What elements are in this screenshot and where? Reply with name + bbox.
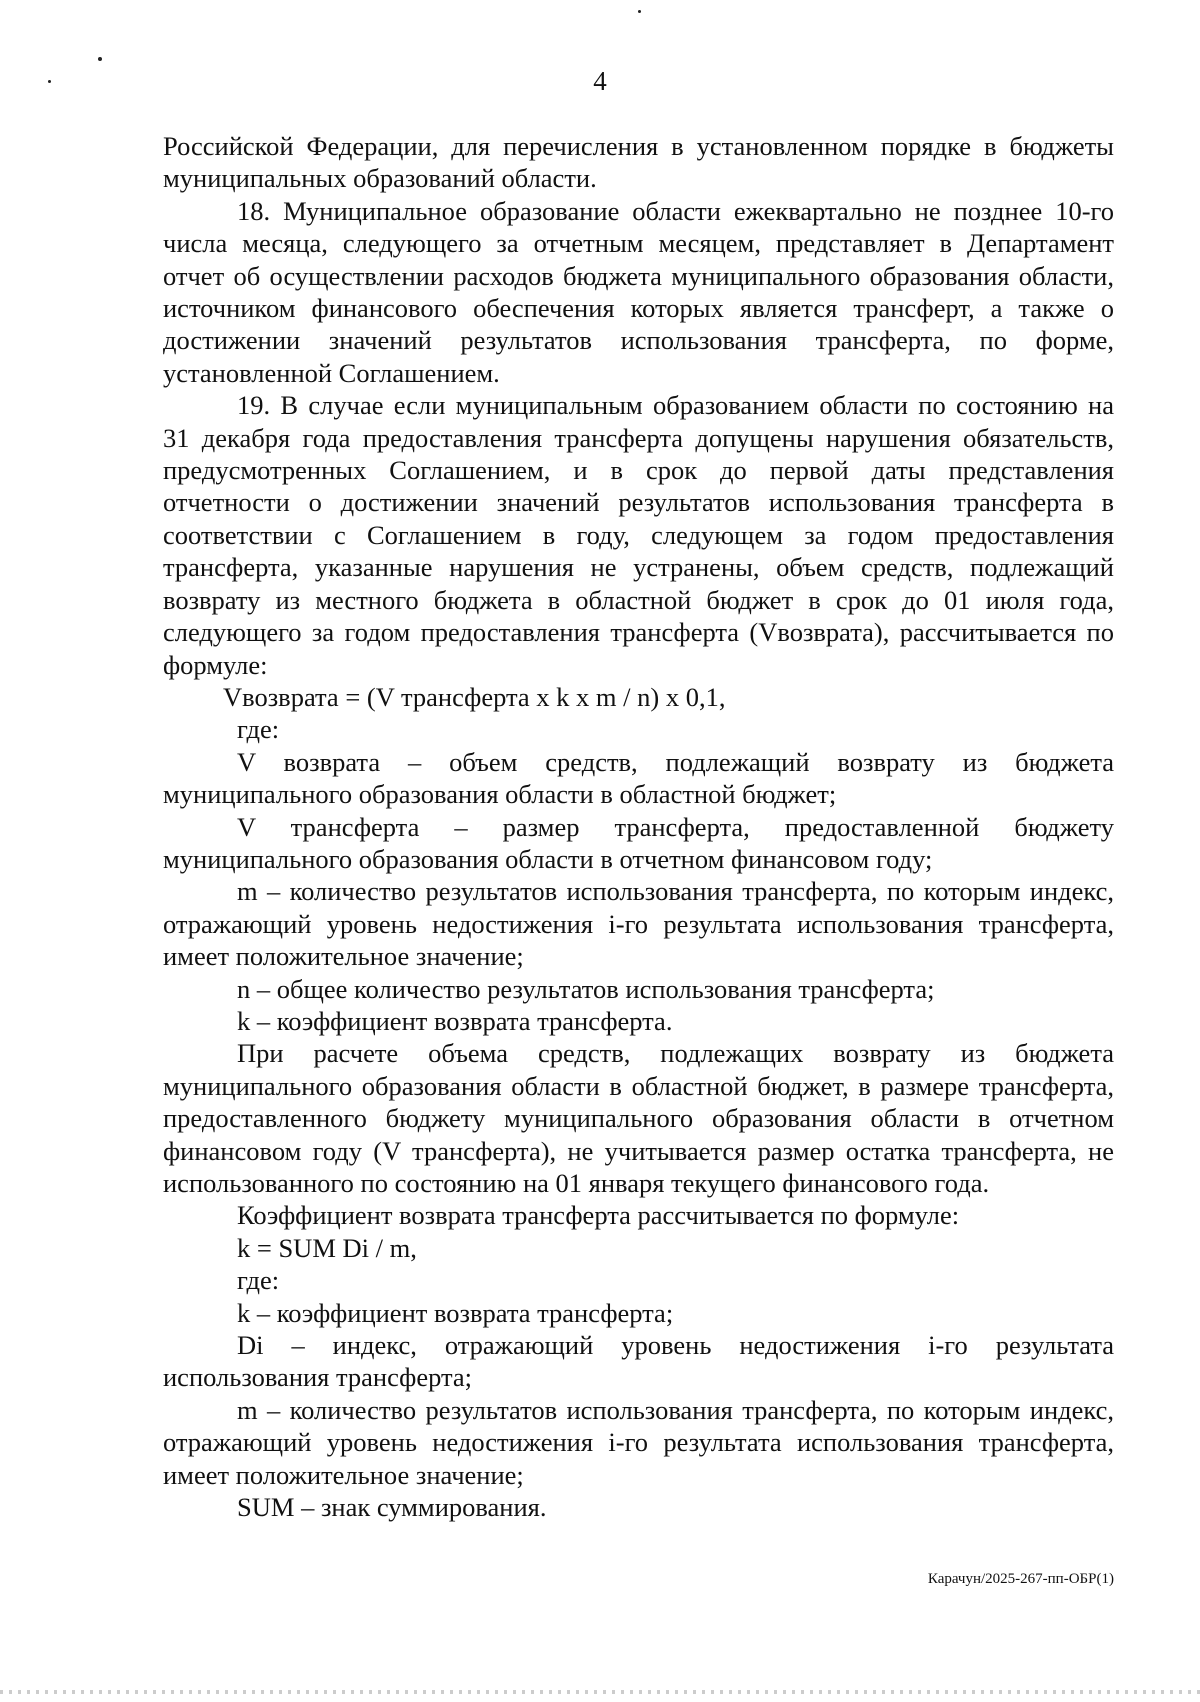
definition-m: m – количество результатов использования трансферта, по которым индекс, отражающий уровень недостижения i-го результата использования трансферта, имеет положительное значение;: [163, 876, 1114, 972]
definition-v-transfer: V трансферта – размер трансферта, предоставленной бюджету муниципального образования области в отчетном финансовом году;: [163, 811, 1114, 874]
paragraph-continuation: Российской Федерации, для перечисления в установленном порядке в бюджеты муниципальных образований области.: [163, 131, 1114, 194]
definition-k-2: k – коэффициент возврата трансферта;: [237, 1297, 674, 1328]
formula-k: k = SUM Di / m,: [237, 1232, 417, 1263]
scan-speck: [638, 10, 641, 13]
formula-v-return: Vвозврата = (V трансферта x k x m / n) x 0,1,: [223, 681, 726, 712]
paragraph-calculation-note: При расчете объема средств, подлежащих возврату из бюджета муниципального образования области в областной бюджет, в размере трансферта, предоставленного бюджету муниципального образования области в отчетном финансовом году (V трансферта), не учитывается размер остатка трансферта, не использованного по состоянию на 01 января текущего финансового года.: [163, 1038, 1114, 1198]
definition-m-2: m – количество результатов использования трансферта, по которым индекс, отражающий уровень недостижения i-го результата использования трансферта, имеет положительное значение;: [163, 1394, 1114, 1490]
document-code: Карачун/2025-267-пп-ОБР(1): [927, 1571, 1114, 1587]
scan-speck: [98, 57, 102, 61]
definition-k: k – коэффициент возврата трансферта.: [237, 1005, 673, 1036]
paragraph-item-19: 19. В случае если муниципальным образованием области по состоянию на 31 декабря года предоставления трансферта допущены нарушения обязательств, предусмотренных Соглашением, и в срок до первой даты представления отчетности о достижении значений результатов использования трансферта в соответствии с Соглашением в году, следующем за годом предоставления трансферта, указанные нарушения не устранены, объем средств, подлежащий возврату из местного бюджета в областной бюджет в срок до 01 июля года, следующего за годом предоставления трансферта (Vвозврата), рассчитывается по формуле:: [163, 390, 1114, 680]
document-body: [163, 130, 1114, 1523]
definition-v-return: V возврата – объем средств, подлежащий возврату из бюджета муниципального образования области в областной бюджет;: [163, 746, 1114, 810]
definition-di: Di – индекс, отражающий уровень недостижения i-го результата использования трансферта;: [163, 1330, 1114, 1393]
page-number: 4: [593, 66, 607, 96]
where-label-2: где:: [237, 1265, 280, 1296]
definition-n: n – общее количество результатов использования трансферта;: [237, 973, 935, 1004]
paragraph-item-18: 18. Муниципальное образование области ежеквартально не позднее 10-го числа месяца, следующего за отчетным месяцем, представляет в Департамент отчет об осуществлении расходов бюджета муниципального образования области, источником финансового обеспечения которых является трансферт, а также о достижении значений результатов использования трансферта, по форме, установленной Соглашением.: [163, 195, 1114, 388]
definition-sum: SUM – знак суммирования.: [237, 1492, 547, 1523]
coefficient-intro: Коэффициент возврата трансферта рассчитывается по формуле:: [237, 1200, 960, 1231]
scan-edge-artifact: [0, 1690, 1200, 1694]
where-label: где:: [237, 714, 280, 745]
